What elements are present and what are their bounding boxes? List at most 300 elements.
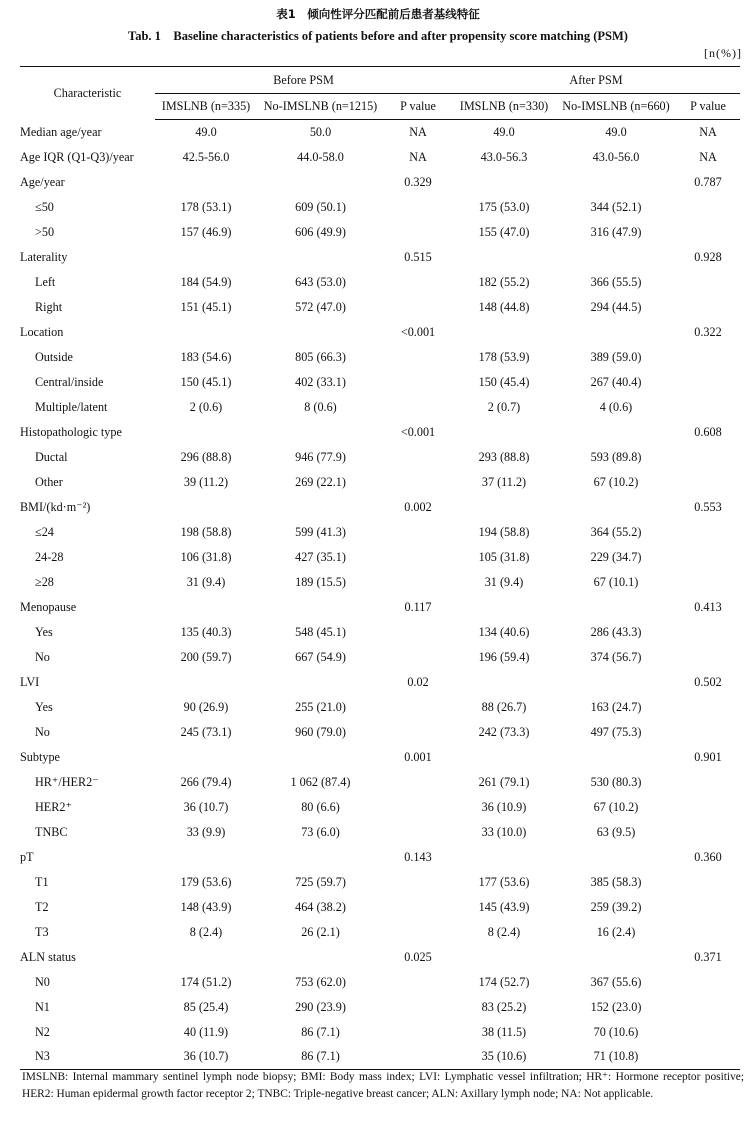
count-cell: 67 (10.2) xyxy=(593,799,639,814)
count-cell: 106 (31.8) xyxy=(180,549,232,564)
count-cell: 175 (53.0) xyxy=(478,199,530,214)
p-value-cell xyxy=(384,620,452,645)
p-value-cell xyxy=(676,345,740,370)
table-row xyxy=(20,820,740,845)
table-row xyxy=(20,370,740,395)
count-cell: 85 (25.4) xyxy=(183,999,229,1014)
p-value-cell: NA xyxy=(699,124,717,139)
p-value-cell xyxy=(384,570,452,595)
count-cell xyxy=(257,595,384,620)
count-cell: 960 (79.0) xyxy=(295,724,346,739)
count-cell: 667 (54.9) xyxy=(295,649,346,664)
table-title-english: Tab. 1 Baseline characteristics of patients before and after propensity score matching (PSM) xyxy=(128,29,628,43)
count-cell: 49.0 xyxy=(195,124,217,139)
count-cell: 36 (10.7) xyxy=(183,799,229,814)
table-row xyxy=(20,645,740,670)
count-cell: 366 (55.5) xyxy=(590,274,642,289)
count-cell: 294 (44.5) xyxy=(590,299,642,314)
count-cell xyxy=(155,170,257,195)
count-cell: 148 (43.9) xyxy=(180,899,232,914)
count-cell: 71 (10.8) xyxy=(556,1045,676,1070)
count-cell: 245 (73.1) xyxy=(180,724,232,739)
p-value-cell xyxy=(384,920,452,945)
p-value-cell xyxy=(384,895,452,920)
characteristic-label: Age/year xyxy=(20,174,65,189)
subcategory-label: ≤50 xyxy=(35,199,54,214)
table-row xyxy=(20,520,740,545)
p-value-cell: 0.329 xyxy=(404,174,432,189)
table-row xyxy=(20,970,740,995)
count-cell: 189 (15.5) xyxy=(295,574,346,589)
subcategory-label: HER2⁺ xyxy=(35,799,72,814)
count-cell: 261 (79.1) xyxy=(478,774,530,789)
subcategory-label: HR⁺/HER2⁻ xyxy=(35,774,99,789)
count-cell xyxy=(257,170,384,195)
count-cell: 179 (53.6) xyxy=(180,874,232,889)
count-cell: 67 (10.2) xyxy=(593,474,639,489)
count-cell: 8 (2.4) xyxy=(487,924,521,939)
p-value-cell xyxy=(384,295,452,320)
count-cell: 35 (10.6) xyxy=(452,1045,556,1070)
count-cell: 266 (79.4) xyxy=(180,774,232,789)
count-cell: 145 (43.9) xyxy=(478,899,530,914)
count-cell xyxy=(155,320,257,345)
count-cell: 286 (43.3) xyxy=(590,624,642,639)
count-cell: 70 (10.6) xyxy=(593,1024,639,1039)
count-cell: 725 (59.7) xyxy=(295,874,346,889)
p-value-cell: 0.413 xyxy=(694,599,722,614)
count-cell: 259 (39.2) xyxy=(590,899,642,914)
table-row xyxy=(20,470,740,495)
header-characteristic: Characteristic xyxy=(20,67,155,120)
characteristic-label: BMI/(kd·m⁻²) xyxy=(20,499,91,514)
table-row xyxy=(20,120,740,145)
count-cell: 402 (33.1) xyxy=(295,374,346,389)
p-value-cell xyxy=(676,970,740,995)
p-value-cell xyxy=(676,770,740,795)
subcategory-label: TNBC xyxy=(35,824,68,839)
count-cell: 572 (47.0) xyxy=(295,299,346,314)
count-cell xyxy=(257,420,384,445)
count-cell xyxy=(452,420,556,445)
count-cell: 174 (51.2) xyxy=(180,974,232,989)
p-value-cell xyxy=(676,370,740,395)
count-cell: 8 (0.6) xyxy=(304,399,337,414)
table-body xyxy=(20,120,740,1070)
p-value-cell xyxy=(676,995,740,1020)
table-row xyxy=(20,445,740,470)
count-cell xyxy=(155,420,257,445)
count-cell xyxy=(556,170,676,195)
count-cell xyxy=(257,245,384,270)
p-value-cell: 0.143 xyxy=(404,849,432,864)
col-header: No-IMSLNB (n=660) xyxy=(556,94,676,120)
count-cell: 427 (35.1) xyxy=(295,549,346,564)
count-cell: 86 (7.1) xyxy=(301,1024,340,1039)
count-cell: 643 (53.0) xyxy=(295,274,346,289)
count-cell: 83 (25.2) xyxy=(481,999,527,1014)
count-cell: 255 (21.0) xyxy=(295,699,346,714)
table-row xyxy=(20,1020,740,1045)
count-cell: 548 (45.1) xyxy=(295,624,346,639)
subcategory-label: Multiple/latent xyxy=(35,399,108,414)
header-before-psm: Before PSM xyxy=(155,67,452,94)
count-cell xyxy=(556,670,676,695)
p-value-cell xyxy=(676,395,740,420)
count-cell: 43.0-56.0 xyxy=(592,149,640,164)
characteristic-label: Laterality xyxy=(20,249,68,264)
p-value-cell xyxy=(676,645,740,670)
subcategory-label: >50 xyxy=(35,224,55,239)
count-cell: 2 (0.7) xyxy=(487,399,521,414)
count-cell xyxy=(556,945,676,970)
count-cell xyxy=(155,595,257,620)
subcategory-label: 24-28 xyxy=(35,549,64,564)
p-value-cell: 0.608 xyxy=(694,424,722,439)
count-cell: 367 (55.6) xyxy=(590,974,642,989)
subcategory-label: ≤24 xyxy=(35,524,54,539)
count-cell: 67 (10.1) xyxy=(593,574,639,589)
col-header: P value xyxy=(676,94,740,120)
p-value-cell xyxy=(384,870,452,895)
table-row xyxy=(20,570,740,595)
count-cell xyxy=(556,845,676,870)
col-header: No-IMSLNB (n=1215) xyxy=(257,94,384,120)
subcategory-label: T2 xyxy=(35,899,49,914)
p-value-cell xyxy=(676,445,740,470)
table-row xyxy=(20,395,740,420)
p-value-cell xyxy=(676,620,740,645)
count-cell xyxy=(257,845,384,870)
p-value-cell: NA xyxy=(409,149,427,164)
count-cell xyxy=(452,845,556,870)
p-value-cell xyxy=(676,295,740,320)
count-cell: 39 (11.2) xyxy=(183,474,229,489)
count-cell xyxy=(452,170,556,195)
p-value-cell xyxy=(676,220,740,245)
subcategory-label: Yes xyxy=(35,699,53,714)
p-value-cell xyxy=(384,370,452,395)
count-cell xyxy=(257,945,384,970)
table-row xyxy=(20,620,740,645)
count-cell: 229 (34.7) xyxy=(590,549,642,564)
count-cell: 198 (58.8) xyxy=(180,524,232,539)
p-value-cell: <0.001 xyxy=(400,424,436,439)
p-value-cell xyxy=(676,795,740,820)
count-cell: 31 (9.4) xyxy=(186,574,226,589)
p-value-cell: 0.787 xyxy=(694,174,722,189)
count-cell: 148 (44.8) xyxy=(478,299,530,314)
count-cell: 16 (2.4) xyxy=(596,924,636,939)
count-cell: 344 (52.1) xyxy=(590,199,642,214)
p-value-cell: 0.502 xyxy=(694,674,722,689)
count-cell xyxy=(155,745,257,770)
table-row xyxy=(20,870,740,895)
p-value-cell: 0.001 xyxy=(404,749,432,764)
p-value-cell: 0.901 xyxy=(694,749,722,764)
table-row xyxy=(20,595,740,620)
count-cell: 151 (45.1) xyxy=(180,299,232,314)
table-row xyxy=(20,945,740,970)
count-cell: 63 (9.5) xyxy=(596,824,636,839)
p-value-cell xyxy=(676,270,740,295)
p-value-cell xyxy=(676,520,740,545)
count-cell: 90 (26.9) xyxy=(183,699,229,714)
table-row xyxy=(20,1045,740,1070)
characteristic-label: Histopathologic type xyxy=(20,424,122,439)
p-value-cell xyxy=(676,920,740,945)
col-header: P value xyxy=(384,94,452,120)
count-cell xyxy=(556,320,676,345)
count-cell xyxy=(257,495,384,520)
count-cell xyxy=(556,745,676,770)
p-value-cell xyxy=(676,870,740,895)
subcategory-label: No xyxy=(35,649,50,664)
table-row xyxy=(20,895,740,920)
p-value-cell xyxy=(676,820,740,845)
count-cell: 1 062 (87.4) xyxy=(290,774,351,789)
p-value-cell: 0.322 xyxy=(694,324,722,339)
count-cell: 805 (66.3) xyxy=(295,349,346,364)
count-cell: 497 (75.3) xyxy=(590,724,642,739)
table-row xyxy=(20,795,740,820)
count-cell: 530 (80.3) xyxy=(590,774,642,789)
count-cell: 196 (59.4) xyxy=(478,649,530,664)
p-value-cell: 0.02 xyxy=(407,674,429,689)
count-cell xyxy=(155,845,257,870)
subcategory-label: No xyxy=(35,724,50,739)
count-cell xyxy=(155,945,257,970)
count-cell: 2 (0.6) xyxy=(189,399,223,414)
characteristic-label: pT xyxy=(20,849,34,864)
count-cell xyxy=(556,495,676,520)
characteristic-label: Subtype xyxy=(20,749,60,764)
p-value-cell: 0.553 xyxy=(694,499,722,514)
count-cell: 293 (88.8) xyxy=(478,449,530,464)
count-cell xyxy=(556,245,676,270)
count-cell xyxy=(452,320,556,345)
col-header: IMSLNB (n=330) xyxy=(452,94,556,120)
subcategory-label: T3 xyxy=(35,924,49,939)
p-value-cell: NA xyxy=(409,124,427,139)
p-value-cell: NA xyxy=(699,149,717,164)
table-row xyxy=(20,845,740,870)
count-cell: 464 (38.2) xyxy=(295,899,346,914)
count-cell: 33 (10.0) xyxy=(481,824,527,839)
table-row xyxy=(20,345,740,370)
p-value-cell xyxy=(384,520,452,545)
p-value-cell xyxy=(384,470,452,495)
count-cell: 389 (59.0) xyxy=(590,349,642,364)
count-cell: 184 (54.9) xyxy=(180,274,232,289)
table-footnote: IMSLNB: Internal mammary sentinel lymph node biopsy; BMI: Body mass index; LVI: Lymphatic vessel infiltration; HR⁺: Hormone receptor positive; HER2: Human epidermal growth factor receptor 2; TNBC: Triple-negative breast cancer; ALN: Axillary lymph node; NA: Not applicable. xyxy=(22,1071,744,1100)
count-cell: 36 (10.9) xyxy=(481,799,527,814)
count-cell: 38 (11.5) xyxy=(481,1024,527,1039)
count-cell xyxy=(452,670,556,695)
table-row xyxy=(20,545,740,570)
subcategory-label: Left xyxy=(35,274,56,289)
table-title-chinese: 表1 倾向性评分匹配前后患者基线特征 xyxy=(276,7,480,21)
p-value-cell xyxy=(384,395,452,420)
subcategory-label: Outside xyxy=(35,349,73,364)
count-cell xyxy=(257,320,384,345)
characteristic-label: ALN status xyxy=(20,949,76,964)
count-cell: 242 (73.3) xyxy=(478,724,530,739)
count-cell: 43.0-56.3 xyxy=(480,149,528,164)
count-cell: 150 (45.1) xyxy=(180,374,232,389)
count-cell: 174 (52.7) xyxy=(478,974,530,989)
subcategory-label: Other xyxy=(35,474,63,489)
count-cell xyxy=(452,245,556,270)
count-cell: 40 (11.9) xyxy=(183,1024,229,1039)
count-cell: 152 (23.0) xyxy=(590,999,642,1014)
p-value-cell xyxy=(676,470,740,495)
p-value-cell xyxy=(384,970,452,995)
count-cell: 753 (62.0) xyxy=(295,974,346,989)
subcategory-label: Central/inside xyxy=(35,374,104,389)
table-row xyxy=(20,770,740,795)
table-row xyxy=(20,695,740,720)
count-cell: 8 (2.4) xyxy=(189,924,223,939)
table-row xyxy=(20,670,740,695)
p-value-cell xyxy=(384,445,452,470)
count-cell xyxy=(556,420,676,445)
table-row xyxy=(20,245,740,270)
p-value-cell xyxy=(384,995,452,1020)
p-value-cell: 0.025 xyxy=(404,949,432,964)
count-cell: 163 (24.7) xyxy=(590,699,642,714)
table-row xyxy=(20,220,740,245)
count-cell xyxy=(452,495,556,520)
p-value-cell xyxy=(384,270,452,295)
count-cell: 155 (47.0) xyxy=(478,224,530,239)
count-cell: 36 (10.7) xyxy=(155,1045,257,1070)
characteristic-label: Menopause xyxy=(20,599,77,614)
characteristic-label: LVI xyxy=(20,674,40,689)
p-value-cell xyxy=(676,1020,740,1045)
unit-label: [n(%)] xyxy=(704,46,742,60)
count-cell: 80 (6.6) xyxy=(301,799,340,814)
p-value-cell xyxy=(384,1045,452,1070)
count-cell: 269 (22.1) xyxy=(295,474,346,489)
p-value-cell: 0.371 xyxy=(694,949,722,964)
count-cell: 31 (9.4) xyxy=(484,574,524,589)
subcategory-label: T1 xyxy=(35,874,49,889)
p-value-cell: 0.515 xyxy=(404,249,432,264)
count-cell: 157 (46.9) xyxy=(180,224,232,239)
p-value-cell xyxy=(384,1020,452,1045)
table-row xyxy=(20,295,740,320)
count-cell: 49.0 xyxy=(493,124,515,139)
p-value-cell xyxy=(384,695,452,720)
count-cell: 150 (45.4) xyxy=(478,374,530,389)
count-cell: 73 (6.0) xyxy=(301,824,340,839)
count-cell: 200 (59.7) xyxy=(180,649,232,664)
count-cell: 4 (0.6) xyxy=(599,399,633,414)
count-cell xyxy=(155,670,257,695)
count-cell: 593 (89.8) xyxy=(590,449,642,464)
count-cell: 86 (7.1) xyxy=(257,1045,384,1070)
characteristic-label: Age IQR (Q1-Q3)/year xyxy=(20,149,134,164)
count-cell xyxy=(452,595,556,620)
col-header: IMSLNB (n=335) xyxy=(155,94,257,120)
count-cell xyxy=(452,945,556,970)
p-value-cell: 0.928 xyxy=(694,249,722,264)
header-after-psm: After PSM xyxy=(452,67,740,94)
p-value-cell xyxy=(384,645,452,670)
baseline-table xyxy=(20,66,740,1070)
count-cell xyxy=(155,245,257,270)
table-row xyxy=(20,145,740,170)
count-cell: 88 (26.7) xyxy=(481,699,527,714)
count-cell: 178 (53.1) xyxy=(180,199,232,214)
subcategory-label: N2 xyxy=(35,1024,50,1039)
count-cell: 182 (55.2) xyxy=(478,274,530,289)
count-cell: 135 (40.3) xyxy=(180,624,232,639)
characteristic-label: Median age/year xyxy=(20,124,102,139)
count-cell xyxy=(556,595,676,620)
count-cell: 33 (9.9) xyxy=(186,824,226,839)
p-value-cell xyxy=(384,795,452,820)
count-cell xyxy=(257,670,384,695)
count-cell: 177 (53.6) xyxy=(478,874,530,889)
p-value-cell xyxy=(676,195,740,220)
count-cell: 609 (50.1) xyxy=(295,199,346,214)
table-row xyxy=(20,495,740,520)
p-value-cell: 0.002 xyxy=(404,499,432,514)
count-cell: 946 (77.9) xyxy=(295,449,346,464)
table-row xyxy=(20,320,740,345)
count-cell: 267 (40.4) xyxy=(590,374,642,389)
count-cell: 105 (31.8) xyxy=(478,549,530,564)
subcategory-label: N0 xyxy=(35,974,50,989)
table-row xyxy=(20,270,740,295)
table-row xyxy=(20,720,740,745)
count-cell: 37 (11.2) xyxy=(481,474,527,489)
table-row xyxy=(20,745,740,770)
count-cell: 194 (58.8) xyxy=(478,524,530,539)
count-cell: 49.0 xyxy=(605,124,627,139)
count-cell: 42.5-56.0 xyxy=(182,149,230,164)
table-row xyxy=(20,170,740,195)
table-row xyxy=(20,920,740,945)
subcategory-label: Ductal xyxy=(35,449,68,464)
count-cell xyxy=(257,745,384,770)
count-cell xyxy=(452,745,556,770)
p-value-cell: <0.001 xyxy=(400,324,436,339)
p-value-cell xyxy=(676,545,740,570)
count-cell: 183 (54.6) xyxy=(180,349,232,364)
table-row xyxy=(20,420,740,445)
p-value-cell xyxy=(676,720,740,745)
p-value-cell xyxy=(384,220,452,245)
p-value-cell xyxy=(384,820,452,845)
table-row xyxy=(20,195,740,220)
p-value-cell xyxy=(384,770,452,795)
p-value-cell: 0.117 xyxy=(404,599,432,614)
count-cell: 316 (47.9) xyxy=(590,224,642,239)
p-value-cell xyxy=(384,195,452,220)
count-cell: 50.0 xyxy=(309,124,332,139)
subcategory-label: ≥28 xyxy=(35,574,54,589)
p-value-cell: 0.360 xyxy=(694,849,722,864)
p-value-cell xyxy=(676,695,740,720)
count-cell: 374 (56.7) xyxy=(590,649,642,664)
count-cell: 599 (41.3) xyxy=(295,524,346,539)
p-value-cell xyxy=(384,720,452,745)
subcategory-label: Right xyxy=(35,299,63,314)
p-value-cell xyxy=(384,545,452,570)
